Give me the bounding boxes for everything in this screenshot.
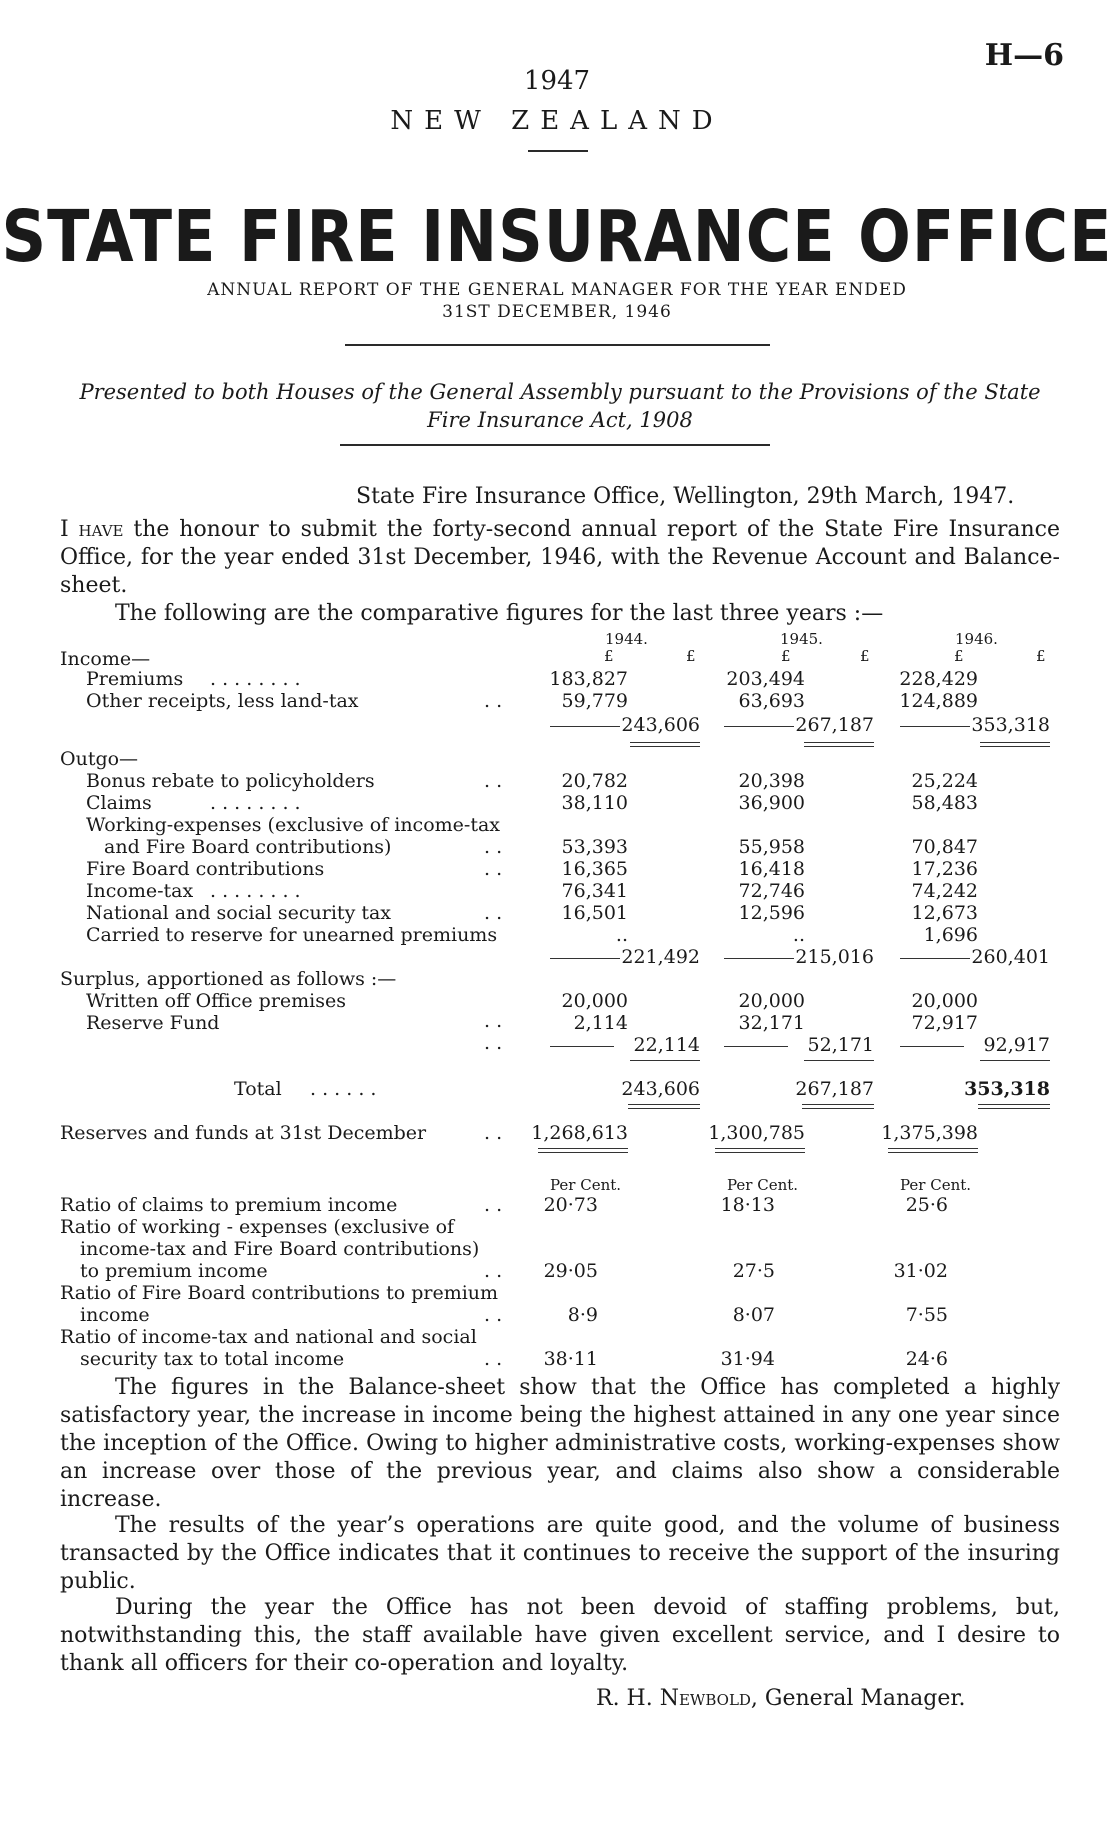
outgo-value: 25,224 (911, 770, 978, 792)
signature-title: General Manager. (757, 1686, 966, 1711)
currency-mark: £ (860, 647, 870, 665)
per-cent-heading: Per Cent. (900, 1176, 972, 1194)
reserves-double-rule (715, 1148, 805, 1153)
intro-paragraph (60, 516, 1060, 600)
reserves-value: 1,375,398 (881, 1122, 978, 1144)
country-heading: NEW ZEALAND (390, 106, 724, 136)
leader-dots: . . . . . . . . (210, 792, 301, 814)
outgo-value: 38,110 (561, 792, 628, 814)
total-rule (980, 1060, 1050, 1061)
surplus-row-label: Written off Office premises (86, 990, 347, 1012)
outgo-value: .. (615, 924, 628, 946)
year-heading: 1944. (605, 630, 648, 648)
total-rule (804, 1060, 874, 1061)
outgo-value: 12,596 (738, 902, 805, 924)
income-value: 124,889 (899, 690, 978, 712)
outgo-value: 72,746 (738, 880, 805, 902)
income-value: 183,827 (549, 668, 628, 690)
outgo-row-label: Claims (86, 792, 152, 814)
divider-upper (345, 344, 770, 346)
leader-dots: . . (484, 858, 503, 880)
letter-dateline: State Fire Insurance Office, Wellington, 29th March, 1947. (356, 484, 1015, 509)
closing-paragraph-2: The results of the year’s operations are quite good, and the volume of business transacted by the Office indicates that it continues to receive the support of the insuring public. (60, 1513, 1060, 1594)
divider-lower (340, 444, 770, 446)
ratio-value: 18·13 (720, 1194, 775, 1216)
grand-total: 353,318 (964, 1078, 1050, 1100)
outgo-value: .. (792, 924, 805, 946)
ratio-value: 27·5 (732, 1260, 775, 1282)
total-label: Total (234, 1078, 282, 1100)
closing-paragraph-1: The figures in the Balance-sheet show that the Office has completed a highly satisfactory year, the increase in income being the highest attained in any one year since the inception of the Office. Owing to higher administrative costs, working-expenses show an increase over those of the previous year, and claims also show a considerable increase. (60, 1375, 1060, 1512)
total-double-rule (802, 1104, 874, 1109)
outgo-value: 20,398 (738, 770, 805, 792)
total-double-rule (804, 742, 874, 747)
outgo-value: 76,341 (561, 880, 628, 902)
surplus-value: 20,000 (738, 990, 805, 1012)
surplus-value: 2,114 (573, 1012, 628, 1034)
income-value: 203,494 (726, 668, 805, 690)
report-year: 1947 (523, 66, 591, 96)
intro-lead: I have (60, 517, 124, 542)
signature (596, 1686, 965, 1711)
total-double-rule (630, 742, 700, 747)
outgo-row-label: Fire Board contributions (86, 858, 325, 880)
outgo-value: 16,418 (738, 858, 805, 880)
signature-name: R. H. Newbold, (596, 1686, 758, 1711)
surplus-value: 72,917 (911, 1012, 978, 1034)
ratio-label: income (80, 1304, 150, 1326)
intro-text: the honour to submit the forty-second annual report of the State Fire Insurance Office, for the year ended 31st December, 1946, with the Revenue Account and Balance-sheet. (60, 517, 1061, 598)
outgo-row-label: Carried to reserve for unearned premiums (86, 924, 498, 946)
surplus-value: 32,171 (738, 1012, 805, 1034)
income-row-label: Other receipts, less land-tax (86, 690, 359, 712)
outgo-value: 20,782 (561, 770, 628, 792)
leader-dots: . . (484, 836, 503, 858)
outgo-heading: Outgo— (60, 748, 139, 770)
total-double-rule (978, 1104, 1050, 1109)
ratio-value: 31·02 (893, 1260, 948, 1282)
reserves-value: 1,300,785 (708, 1122, 805, 1144)
reserves-double-rule (538, 1148, 628, 1153)
currency-mark: £ (781, 647, 791, 665)
surplus-total: 52,171 (807, 1034, 874, 1056)
leader-dots: . . (484, 1304, 503, 1326)
total-double-rule (628, 1104, 700, 1109)
ratio-label: Ratio of claims to premium income (60, 1194, 398, 1216)
per-cent-heading: Per Cent. (727, 1176, 799, 1194)
leader-dots: . . . . . . . . (210, 880, 301, 902)
surplus-value: 20,000 (561, 990, 628, 1012)
total-rule (630, 1060, 700, 1061)
outgo-value: 16,365 (561, 858, 628, 880)
outgo-value: 58,483 (911, 792, 978, 814)
grand-total: 243,606 (621, 1078, 700, 1100)
ratio-label: to premium income (80, 1260, 268, 1282)
outgo-total: 221,492 (621, 946, 700, 968)
total-double-rule (980, 742, 1050, 747)
leader-dots: . . (484, 690, 503, 712)
outgo-value: 74,242 (911, 880, 978, 902)
outgo-row-label: Bonus rebate to policyholders (86, 770, 375, 792)
leader-dots: . . (484, 902, 503, 924)
outgo-value: 70,847 (911, 836, 978, 858)
income-heading: Income— (60, 648, 151, 670)
ratio-label: Ratio of working - expenses (exclusive of (60, 1216, 455, 1238)
divider-short (528, 150, 588, 152)
outgo-value: 1,696 (923, 924, 978, 946)
leader-dots: . . (484, 770, 503, 792)
ratio-label: income-tax and Fire Board contributions) (80, 1238, 480, 1260)
outgo-value: 53,393 (561, 836, 628, 858)
outgo-value: 12,673 (911, 902, 978, 924)
ratio-label: Ratio of Fire Board contributions to premium (60, 1282, 499, 1304)
ratio-value: 25·6 (905, 1194, 948, 1216)
grand-total: 267,187 (795, 1078, 874, 1100)
leader-dots: . . . . . . . . (210, 668, 301, 690)
ratio-value: 38·11 (543, 1348, 598, 1370)
year-heading: 1945. (780, 630, 823, 648)
reserves-label: Reserves and funds at 31st December (60, 1122, 427, 1144)
ratio-value: 20·73 (543, 1194, 598, 1216)
income-total: 267,187 (795, 714, 874, 736)
comparative-intro: The following are the comparative figures for the last three years :— (115, 601, 884, 626)
subtitle-line-2: 31ST DECEMBER, 1946 (442, 302, 672, 322)
outgo-row-label: Working-expenses (exclusive of income-tax (86, 814, 500, 836)
leader-dots: . . (484, 1010, 503, 1032)
currency-mark: £ (686, 647, 696, 665)
outgo-row-label: Income-tax (86, 880, 194, 902)
currency-mark: £ (604, 647, 614, 665)
outgo-row-label: National and social security tax (86, 902, 392, 924)
outgo-total: 260,401 (971, 946, 1050, 968)
reserves-value: 1,268,613 (531, 1122, 628, 1144)
ratio-value: 31·94 (720, 1348, 775, 1370)
outgo-value: 17,236 (911, 858, 978, 880)
leader-dots: . . (484, 1194, 503, 1216)
surplus-value: 20,000 (911, 990, 978, 1012)
outgo-value: 36,900 (738, 792, 805, 814)
surplus-total: 22,114 (633, 1034, 700, 1056)
per-cent-heading: Per Cent. (550, 1176, 622, 1194)
income-total: 353,318 (971, 714, 1050, 736)
ratio-value: 29·05 (543, 1260, 598, 1282)
leader-dots: . . (484, 1122, 503, 1144)
document-title: STATE FIRE INSURANCE OFFICE (1, 194, 1113, 279)
surplus-row-label: Reserve Fund (86, 1012, 220, 1034)
income-total: 243,606 (621, 714, 700, 736)
leader-dots: . . (484, 1260, 503, 1282)
ratio-value: 24·6 (905, 1348, 948, 1370)
leader-dots: . . (484, 1032, 503, 1054)
currency-mark: £ (1036, 647, 1046, 665)
presented-statement: Presented to both Houses of the General Assembly pursuant to the Provisions of the State Fire Insurance Act, 1908 (79, 380, 1041, 432)
ratio-value: 7·55 (905, 1304, 948, 1326)
outgo-row-label: and Fire Board contributions) (104, 836, 392, 858)
surplus-heading: Surplus, apportioned as follows :— (60, 968, 397, 990)
closing-paragraph-3: During the year the Office has not been devoid of staffing problems, but, notwithstanding this, the staff available have given excellent service, and I desire to thank all officers for their co-operation and loyalty. (60, 1595, 1060, 1676)
income-value: 63,693 (738, 690, 805, 712)
leader-dots: . . (484, 1348, 503, 1370)
ratio-value: 8·07 (732, 1304, 775, 1326)
leader-dots: . . . . . . (310, 1078, 377, 1100)
outgo-total: 215,016 (795, 946, 874, 968)
outgo-value: 55,958 (738, 836, 805, 858)
year-heading: 1946. (955, 630, 998, 648)
subtitle-line-1: ANNUAL REPORT OF THE GENERAL MANAGER FOR THE YEAR ENDED (207, 280, 907, 300)
income-row-label: Premiums (86, 668, 184, 690)
income-value: 59,779 (561, 690, 628, 712)
income-value: 228,429 (899, 668, 978, 690)
surplus-total: 92,917 (983, 1034, 1050, 1056)
ratio-value: 8·9 (567, 1304, 598, 1326)
page-reference: H—6 (984, 38, 1064, 73)
currency-mark: £ (954, 647, 964, 665)
ratio-label: Ratio of income-tax and national and social (60, 1326, 477, 1348)
ratio-label: security tax to total income (80, 1348, 345, 1370)
outgo-value: 16,501 (561, 902, 628, 924)
reserves-double-rule (888, 1148, 978, 1153)
